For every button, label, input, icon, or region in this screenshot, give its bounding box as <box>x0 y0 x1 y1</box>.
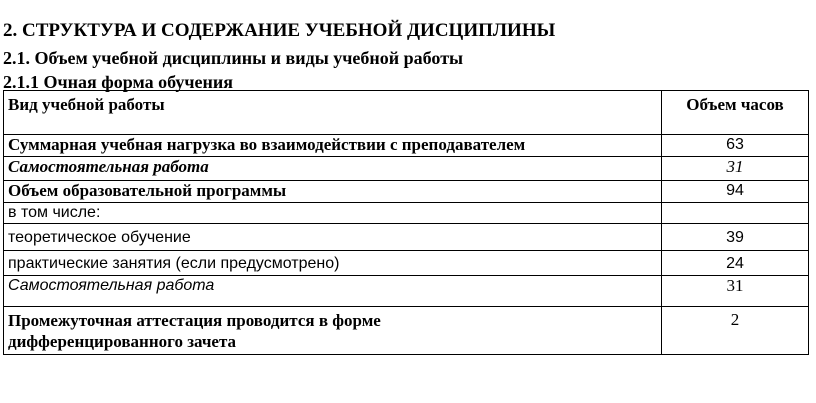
table-row <box>4 276 809 307</box>
header-hours-cell: Объем часов <box>662 91 809 135</box>
row-value: 31 <box>662 276 809 307</box>
table-row <box>4 224 809 251</box>
row-label: Самостоятельная работа <box>4 276 662 307</box>
table-header-row <box>4 91 809 135</box>
row-value: 31 <box>662 157 809 181</box>
row-label: в том числе: <box>4 203 662 224</box>
row-value: 63 <box>662 135 809 157</box>
table-row <box>4 251 809 276</box>
table-row <box>4 203 809 224</box>
table-row <box>4 307 809 355</box>
row-label: практические занятия (если предусмотрено) <box>4 251 662 276</box>
table-row <box>4 181 809 203</box>
header-type-cell: Вид учебной работы <box>4 91 662 135</box>
row-label: Суммарная учебная нагрузка во взаимодействии с преподавателем <box>4 135 662 157</box>
section-title: 2. СТРУКТУРА И СОДЕРЖАНИЕ УЧЕБНОЙ ДИСЦИПЛИНЫ <box>3 20 556 41</box>
workload-table <box>3 90 809 355</box>
row-value: 24 <box>662 251 809 276</box>
row-value: 2 <box>662 307 809 355</box>
row-label: Самостоятельная работа <box>4 157 662 181</box>
row-value: 94 <box>662 181 809 203</box>
row-label-line: дифференцированного зачета <box>8 332 237 351</box>
study-form-title: 2.1.1 Очная форма обучения <box>3 72 234 92</box>
row-label: Объем образовательной программы <box>4 181 662 203</box>
row-label: теоретическое обучение <box>4 224 662 251</box>
row-label <box>4 307 662 355</box>
table-row <box>4 135 809 157</box>
table-row <box>4 157 809 181</box>
row-value <box>662 203 809 224</box>
subsection-title: 2.1. Объем учебной дисциплины и виды учебной работы <box>3 48 464 68</box>
row-label-line: Промежуточная аттестация проводится в форме <box>8 311 381 330</box>
row-value: 39 <box>662 224 809 251</box>
